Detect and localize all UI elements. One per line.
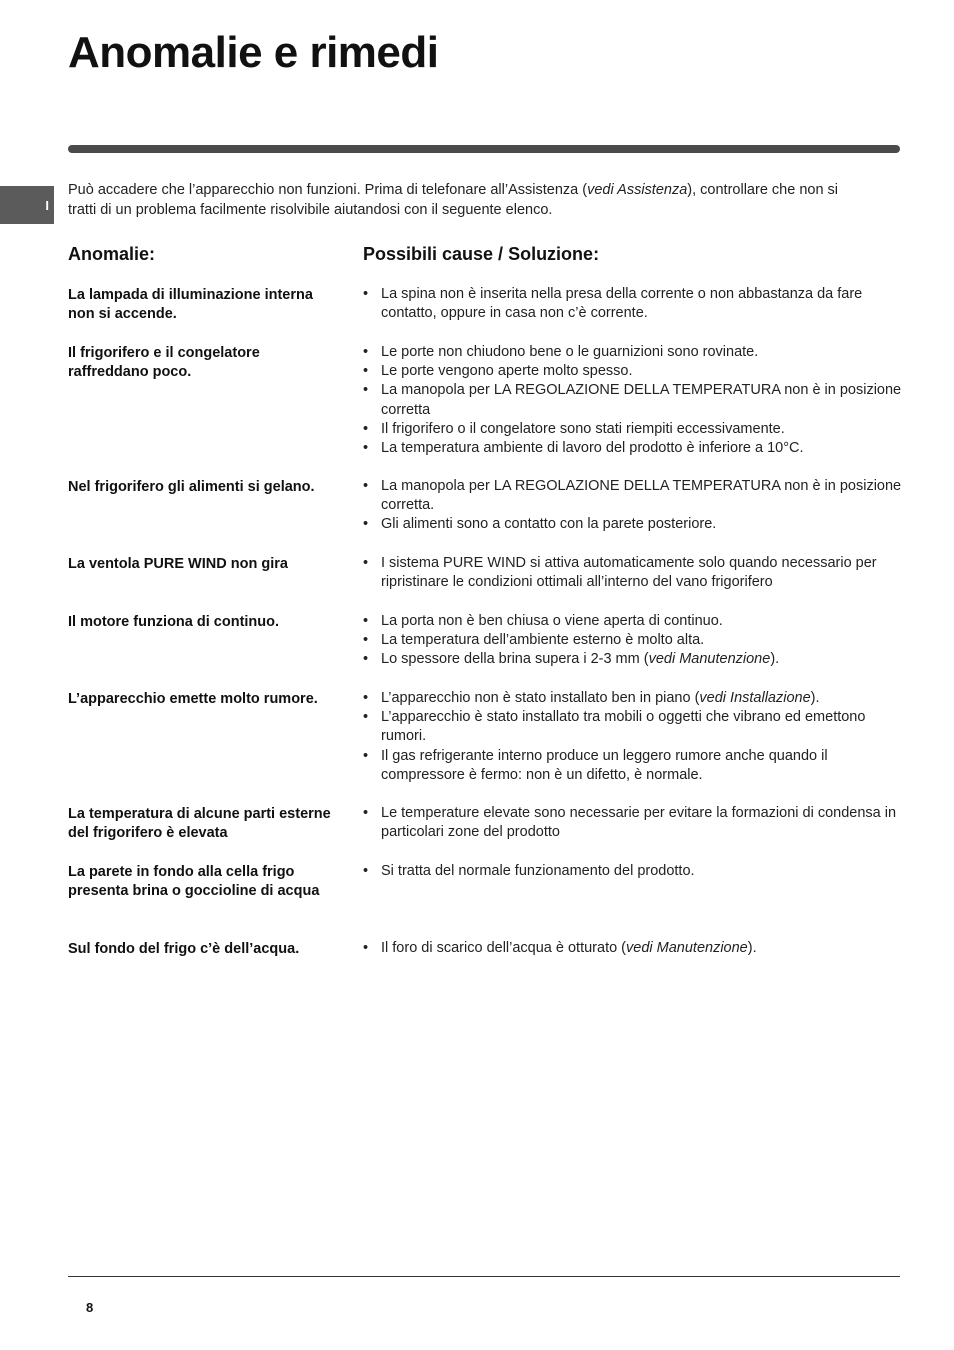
cause-list: [363, 862, 908, 881]
problem-text: Nel frigorifero gli alimenti si gelano.: [68, 479, 315, 495]
language-tab-label: I: [45, 197, 49, 213]
cause-list: [363, 612, 908, 670]
anomalies-heading: Anomalie:: [68, 244, 156, 264]
problem-text: Sul fondo del frigo c’è dell’acqua.: [68, 941, 300, 957]
cause-list: [363, 689, 908, 785]
page-title: Anomalie e rimedi: [68, 28, 439, 77]
cause-item: • La porta non è ben chiusa o viene aperta di continuo.: [363, 612, 908, 631]
intro-paragraph: [68, 181, 848, 220]
cause-item: • Le porte non chiudono bene o le guarnizioni sono rovinate.: [363, 343, 908, 362]
problem-text: La temperatura di alcune parti esterne del frigorifero è elevata: [68, 806, 331, 842]
intro-text-start: Può accadere che l’apparecchio non funzioni. Prima di telefonare all’Assistenza (: [68, 182, 588, 198]
cause-item: • Il foro di scarico dell’acqua è otturato (vedi Manutenzione).: [363, 939, 908, 958]
cause-item: • Il gas refrigerante interno produce un leggero rumore anche quando il compressore è fermo: non è un difetto, è normale.: [363, 747, 908, 785]
cause-item: • Le porte vengono aperte molto spesso.: [363, 362, 908, 381]
cause-list: [363, 285, 908, 323]
problem-text: La ventola PURE WIND non gira: [68, 556, 288, 572]
cause-item: • Le temperature elevate sono necessarie per evitare la formazioni di condensa in particolari zone del prodotto: [363, 804, 908, 842]
cause-list: [363, 939, 908, 958]
problem-text: L’apparecchio emette molto rumore.: [68, 691, 318, 707]
top-divider: [68, 145, 900, 153]
cause-item: • La manopola per LA REGOLAZIONE DELLA TEMPERATURA non è in posizione corretta: [363, 381, 908, 419]
cause-list: [363, 804, 908, 842]
footer-divider: [68, 1276, 900, 1277]
cause-list: [363, 554, 908, 592]
intro-reference: vedi Assistenza: [587, 182, 688, 198]
cause-item: • I sistema PURE WIND si attiva automaticamente solo quando necessario per ripristinare le condizioni ottimali all’interno del vano frigorifero: [363, 554, 908, 592]
problem-text: Il motore funziona di continuo.: [68, 614, 280, 630]
problem-text: La parete in fondo alla cella frigo presenta brina o goccioline di acqua: [68, 864, 320, 900]
cause-list: [363, 343, 908, 458]
intro-text-end: ), controllare che non si tratti di un problema facilmente risolvibile aiutandosi con il seguente elenco.: [68, 182, 839, 218]
problem-text: La lampada di illuminazione interna non si accende.: [68, 287, 313, 323]
cause-item: • La manopola per LA REGOLAZIONE DELLA TEMPERATURA non è in posizione corretta.: [363, 477, 908, 515]
page-number: 8: [86, 1300, 94, 1315]
cause-item: • L’apparecchio non è stato installato ben in piano (vedi Installazione).: [363, 689, 908, 708]
problem-text: Il frigorifero e il congelatore raffreddano poco.: [68, 345, 260, 381]
cause-item: • La temperatura ambiente di lavoro del prodotto è inferiore a 10°C.: [363, 439, 908, 458]
cause-item: • Si tratta del normale funzionamento del prodotto.: [363, 862, 908, 881]
cause-item: • L’apparecchio è stato installato tra mobili o oggetti che vibrano ed emettono rumori.: [363, 708, 908, 746]
cause-item: • Gli alimenti sono a contatto con la parete posteriore.: [363, 515, 908, 534]
cause-item: • La spina non è inserita nella presa della corrente o non abbastanza da fare contatto, oppure in casa non c’è corrente.: [363, 285, 908, 323]
causes-heading: Possibili cause / Soluzione:: [363, 244, 600, 264]
cause-item: • Lo spessore della brina supera i 2-3 mm (vedi Manutenzione).: [363, 650, 908, 669]
language-tab: [0, 186, 54, 224]
cause-item: • Il frigorifero o il congelatore sono stati riempiti eccessivamente.: [363, 420, 908, 439]
cause-list: [363, 477, 908, 535]
cause-item: • La temperatura dell’ambiente esterno è molto alta.: [363, 631, 908, 650]
